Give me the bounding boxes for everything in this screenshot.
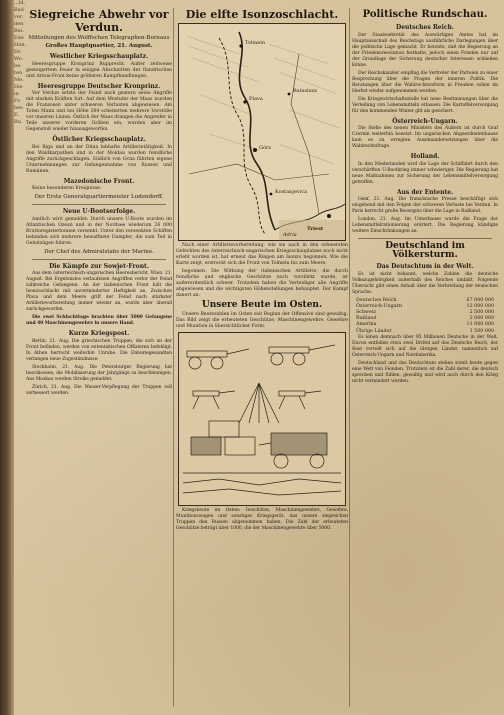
illustration-caption: Kriegsbeute im Osten: Geschütze, Maschinengewehre, Gewehre, Munitionswagen und sonstiges Kriegsgerät, das unsere siegreichen Truppen den Russen abgenommen haben. Die Zahl der erbeuteten Geschütze beträgt über 1000, die der Maschinengewehre über 5000.	[176, 508, 348, 531]
stat-value: 67 000 000	[466, 297, 494, 303]
section-deutschtum: Das Deutschtum in der Welt.	[376, 263, 474, 270]
subheading-wtb: Mitteilungen des Wolffschen Telegraphen-Bureaus	[28, 35, 170, 41]
stat-label: Schweiz	[356, 309, 377, 315]
map-label: Tolmein	[245, 40, 266, 46]
map-drawing	[179, 24, 345, 240]
paragraph: Deutschland und das Deutschtum stehen somit heute gegen eine Welt von Feinden. Trotzdem ist die Zahl derer, die deutsch sprechen und fühlen, gewaltig und wird auch durch den Krieg nicht vermindert werden.	[352, 360, 498, 384]
stat-label: Rußland	[356, 316, 377, 322]
population-stats	[352, 298, 498, 335]
paragraph: Amtlich wird gemeldet: Durch unsere U-Boote wurden im Atlantischen Ozean und in der Nordsee wiederum 26 000 Bruttoregistertonnen versenkt. Unter den versenkten Schiffen befanden sich mehrere bewaffnete Dampfer, die zum Teil in Geleitzügen fuhren.	[26, 216, 172, 246]
column-war-reports	[26, 6, 172, 709]
margin-fragment: ...ld.	[14, 0, 26, 6]
margin-fragment: Wo.	[14, 56, 24, 62]
margin-fragment: ten	[14, 70, 23, 76]
margin-fragment: ver.	[14, 14, 24, 20]
war-booty-illustration	[178, 332, 346, 506]
paragraph: Der Reichskanzler empfing die Vertreter der Parteien zu einer Besprechung über die Fragen der inneren Politik. Die Beratungen über die Wahlrechtsreform in Preußen sollen im Herbst wieder aufgenommen werden.	[352, 70, 498, 94]
margin-fragment: Die	[14, 84, 23, 90]
stat-label: Deutsches Reich	[356, 297, 397, 303]
section-holland: Holland.	[410, 153, 440, 160]
column-rule	[173, 8, 174, 707]
margin-fragment: Han.	[14, 42, 27, 48]
paragraph: Der Staatssekretär des Auswärtigen Amtes hat im Hauptausschuß des Reichstags ausführliche Darlegungen über die politische Lage gemacht. Er betonte, daß die Regierung an der Friedensresolution festhalte, jedoch einen Frieden nur auf der Grundlage der Sicherung deutscher Interessen schließen könne.	[352, 32, 498, 68]
map-label-triest: Triest	[307, 226, 324, 232]
headline-voelkersturm: Deutschland im Völkersturm.	[385, 241, 465, 260]
paragraph: Vor Verdun setzte der Feind auch gestern seine Angriffe mit starken Kräften fort. Auf dem Westufer der Maas wurden die Franzosen unter schweren Verlusten abgewiesen. Am Toten Mann und bei Höhe 304 scheiterten mehrere Vorstöße vor unseren Linien. Östlich der Maas drangen die Angreifer in Teile unserer vorderen Gräben ein, wurden aber im Gegenstoß wieder hinausgeworfen.	[26, 91, 172, 132]
margin-fragment: Bad	[14, 7, 24, 13]
paragraph: Bei Riga und an der Düna lebhafte Artillerietätigkeit. In den Waldkarpathen und in der Moldau wurden feindliche Angriffe zurückgeschlagen. Südlich von Ocna führten eigene Unternehmungen zur Gefangennahme von Russen und Rumänen.	[26, 144, 172, 174]
headline-isonzo: Die elfte Isonzoschlacht.	[185, 8, 339, 21]
section-crown-prince: Heeresgruppe Deutscher Kronprinz.	[37, 82, 161, 90]
paragraph: Die Kriegswirtschaftsstelle hat neue Bestimmungen über die Verteilung von Lebensmitteln erlassen. Die Kartoffelversorgung für den kommenden Winter gilt als gesichert.	[352, 96, 498, 114]
signature-admiralty: Der Chef des Admiralstabs der Marine.	[44, 248, 154, 255]
stat-label: Übrige Länder	[356, 328, 392, 334]
stat-value: 11 000 000	[466, 322, 494, 328]
section-battles: Die Kämpfe zur Sowjet-Front.	[49, 262, 149, 270]
map-label: Bainsizza	[293, 88, 317, 94]
stat-value: 2 500 000	[469, 309, 494, 315]
section-reich: Deutsches Reich.	[395, 24, 455, 31]
section-short-news: Kurze Kriegspost.	[68, 330, 130, 337]
stat-value: 12 000 000	[466, 303, 494, 309]
divider	[32, 259, 166, 260]
section-east-front: Östlicher Kriegsschauplatz.	[52, 136, 146, 143]
divider	[358, 238, 492, 239]
column-politics	[352, 6, 498, 709]
map-label: Görz	[259, 145, 272, 151]
map-label: Plava	[249, 96, 263, 102]
paragraph: Es leben demnach über 95 Millionen Deutsche in der Welt. Davon entfallen etwa zwei Drittel auf das Deutsche Reich, der Rest verteilt sich auf die übrigen Länder, namentlich auf Österreich-Ungarn und Nordamerika.	[352, 334, 498, 358]
section-u-boats: Neue U-Bootserfolge.	[62, 208, 136, 215]
paragraph: Keine besonderen Ereignisse.	[32, 186, 102, 191]
section-entente: Aus der Entente.	[396, 188, 454, 196]
margin-fragment: in	[14, 91, 19, 97]
paragraph: Stockholm, 21. Aug. Die Petersburger Regierung hat beschlossen, die Mobilisierung der Jahrgänge zu beschleunigen. Aus Moskau werden Streiks gemeldet.	[26, 364, 172, 382]
paragraph: Nach einer Artillerievorbereitung, wie sie auch in den schwersten Gefechten des österreichisch-ungarischen Kriegsschauplatzes noch nicht erlebt worden ist, hat erneut das Ringen am Isonzo begonnen. Wie die Karte zeigt, erstreckt sich die Front von Tolmein bis zum Meere.	[176, 243, 348, 266]
section-austria: Österreich-Ungarn.	[392, 117, 458, 125]
headline-verdun: Siegreiche Abwehr vor Verdun.	[29, 8, 169, 34]
isonzo-map	[178, 23, 346, 241]
margin-fragment: den	[14, 21, 24, 27]
section-macedonia: Mazedonische Front.	[63, 177, 135, 185]
margin-fragment: Ru.	[14, 119, 23, 125]
margin-fragment: Ede	[14, 35, 24, 41]
signature-ludendorff: Der Erste Generalquartiermeister Ludendorff.	[34, 194, 164, 200]
headline-beute: Unsere Beute im Osten.	[201, 300, 323, 310]
margin-fragment: be.	[14, 63, 22, 69]
margin-fragment: Rei.	[14, 28, 24, 34]
paragraph: Berlin, 21. Aug. Die griechischen Truppen, die sich an der Front befinden, werden von ententistischen Offizieren befehligt. In Athen herrscht weiterhin Unruhe. Die Ententegesandten verlangen neue Zugeständnisse.	[26, 338, 172, 362]
map-label-sea: Adria	[283, 232, 297, 238]
margin-fragment: Dr.	[14, 49, 22, 55]
paragraph: Genf, 21. Aug. Die französische Presse beschäftigt sich eingehend mit den Folgen der schweren Verluste bei Verdun. In Paris herrscht große Besorgnis über die Lage in Rußland.	[352, 197, 498, 214]
headline-politics: Politische Rundschau.	[362, 9, 488, 20]
paragraph: Aus dem österreichisch-ungarischen Heeresbericht. Wien, 21. August. Bei Ergebnislos verlaufenen Angriffen verlor der Feind zahlreiche Gefangene. An der italienischen Front hält die Isonzoschlacht mit unverminderter Heftigkeit an. Zwischen Plava und dem Meere griff der Feind nach stärkster Artillerievorbereitung immer wieder an, wurde aber überall zurückgeworfen.	[26, 271, 172, 312]
stat-label: Amerika	[356, 322, 377, 328]
cut-margin-text	[14, 0, 27, 715]
book-binding	[0, 0, 14, 715]
section-west-front: Westlicher Kriegsschauplatz.	[49, 53, 149, 60]
margin-fragment: Me.	[14, 77, 24, 83]
map-label: Kostanjevica	[275, 189, 308, 195]
paragraph: Die Stelle des neuen Ministers des Äußern ist durch Graf Czernin weiterhin besetzt. Im ungarischen Abgeordnetenhause kam es zu erregten Auseinandersetzungen über die Wahlrechtsfrage.	[352, 126, 498, 149]
paragraph: Unsere Beutezahlen im Osten seit Beginn der Offensive sind gewaltig. Das Bild zeigt die erbeuteten Geschütze, Maschinengewehre, Gewehre und Munition in übersichtlicher Form.	[176, 312, 348, 329]
column-rule	[349, 8, 350, 707]
margin-fragment: bes	[14, 105, 23, 111]
stat-value: 2 000 000	[469, 316, 494, 322]
divider	[32, 204, 166, 205]
stat-value: 1 500 000	[469, 328, 494, 334]
paragraph: London, 21. Aug. Im Unterhause wurde die Frage der Lebensmittelrationierung erörtert. Die Regierung kündigte weitere Einschränkungen an.	[352, 217, 498, 234]
stat-label: Österreich-Ungarn	[356, 303, 402, 309]
paragraph: begonnen. Die Wirkung der italienischen Artillerie, die durch feindliche und englische Geschütze noch verstärkt wurde, ist außerordentlich schwer. Trotzdem haben die Verteidiger alle Angriffe abgewiesen und die wichtigsten Höhenstellungen behauptet. Der Kampf dauert an.	[176, 269, 348, 298]
paragraph: Heeresgruppe Kronprinz Rupprecht. Außer zeitweise gesteigertem Feuer in einigen Abschnitten der flandrischen und Artois-Front keine größeren Kampfhandlungen.	[26, 61, 172, 79]
paragraph: Zürich, 21. Aug. Die Wasser-Verpflegung der Truppen soll verbessert werden.	[26, 384, 172, 396]
column-isonzo	[176, 6, 348, 709]
margin-fragment: E.	[14, 112, 20, 118]
paragraph: In den Niederlanden wird die Lage der Schiffahrt durch den verschärften U-Bootkrieg immer schwieriger. Die Regierung hat neue Maßnahmen zur Sicherung der Lebensmittelversorgung getroffen.	[352, 161, 498, 185]
paragraph: Es ist nicht bekannt, welche Zahlen die deutsche Volkszugehörigkeit außerhalb des Reiches umfaßt. Folgende Übersicht gibt einen Anhalt über die Verbreitung der deutschen Sprache:	[352, 271, 498, 295]
paragraph: Die zwei Schlachttage brachten über 5000 Gefangene und 40 Maschinengewehre in unsere Hand.	[26, 315, 172, 326]
booty-drawing	[179, 333, 345, 505]
hq-dateline: Großes Hauptquartier, 21. August.	[45, 43, 153, 49]
margin-fragment: Fr.	[14, 98, 21, 104]
